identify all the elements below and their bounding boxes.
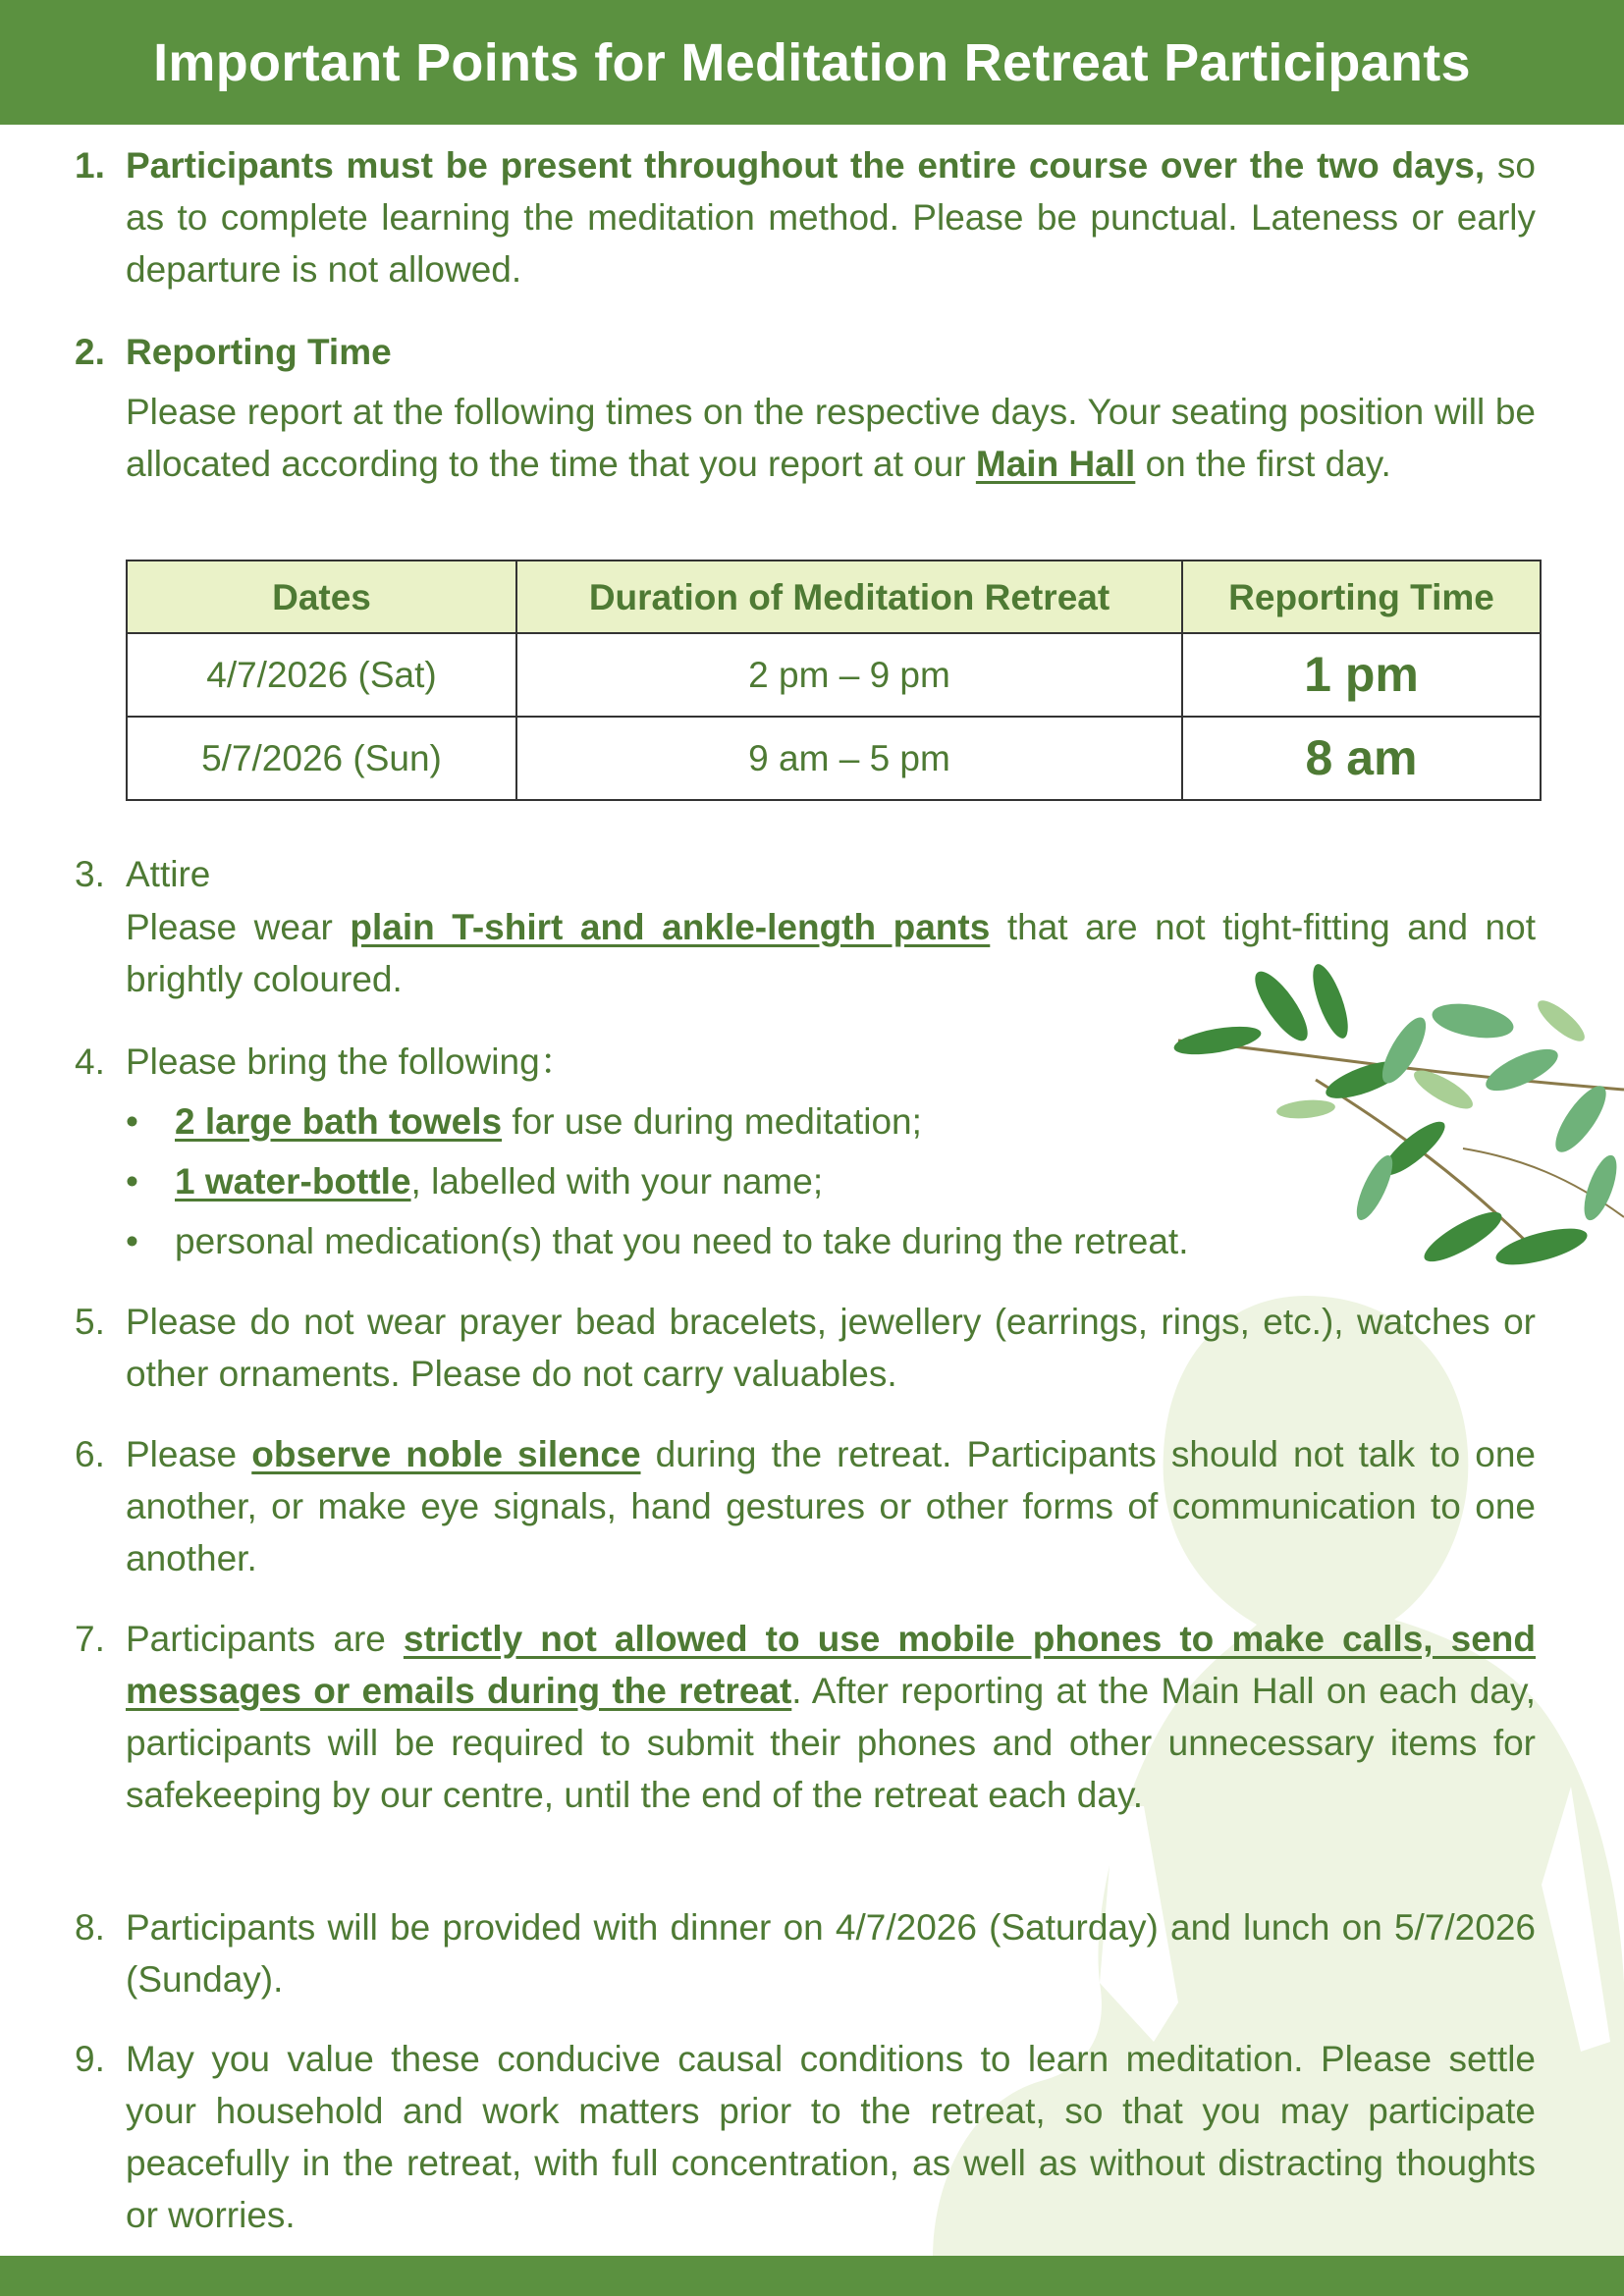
- point-number: 2.: [75, 332, 105, 372]
- point-heading: Reporting Time: [126, 332, 392, 372]
- silence-emphasis: observe noble silence: [251, 1434, 641, 1474]
- point-text: Please bring the following：: [126, 1041, 576, 1082]
- point-number: 6.: [75, 1434, 105, 1474]
- point-text: May you value these conducive causal conditions to learn meditation. Please settle your household and work matters prior to the retreat, so that you may participate peacefully in the retreat, with full concentration, as well as without distracting thoughts or worries.: [126, 2039, 1536, 2235]
- point-text: Please report at the following times on the respective days. Your seating position will be allocated according to the time that you report at our Main Hall on the first day.: [126, 392, 1536, 484]
- table-header-row: [127, 561, 1541, 633]
- point-heading: Attire: [126, 854, 211, 894]
- page-title: Important Points for Meditation Retreat Participants: [153, 32, 1471, 92]
- list-item: • personal medication(s) that you need to take during the retreat.: [126, 1215, 1536, 1275]
- bullet: •: [126, 1161, 138, 1201]
- point-number: 9.: [75, 2039, 105, 2079]
- point-text: Please wear plain T-shirt and ankle-length pants that are not tight-fitting and not brightly coloured.: [126, 907, 1536, 999]
- date-cell: 5/7/2026 (Sun): [127, 717, 516, 800]
- duration-cell: 9 am – 5 pm: [516, 717, 1182, 800]
- column-header: Duration of Meditation Retreat: [516, 561, 1182, 633]
- table-row: [127, 633, 1541, 717]
- point-text: Please observe noble silence during the retreat. Participants should not talk to one another, or make eye signals, hand gestures or other forms of communication to one another.: [126, 1434, 1536, 1578]
- point-bold-lead: Participants must be present throughout the entire course over the two days,: [126, 145, 1486, 186]
- bullet: •: [126, 1221, 138, 1261]
- table-row: [127, 717, 1541, 800]
- list-item: • 1 water-bottle, labelled with your name;: [126, 1155, 1536, 1215]
- main-hall-emphasis: Main Hall: [975, 444, 1136, 484]
- attire-emphasis: plain T-shirt and ankle-length pants: [350, 907, 991, 947]
- point-number: 1.: [75, 145, 105, 186]
- column-header: Reporting Time: [1182, 561, 1541, 633]
- point-number: 5.: [75, 1302, 105, 1342]
- duration-cell: 2 pm – 9 pm: [516, 633, 1182, 717]
- phones-emphasis: strictly not allowed to use mobile phones to make calls, send messages or emails during the retreat: [126, 1619, 1536, 1711]
- point-number: 3.: [75, 854, 105, 894]
- point-number: 8.: [75, 1907, 105, 1948]
- point-text: Participants must be present throughout the entire course over the two days, so as to complete learning the meditation method. Please be punctual. Lateness or early departure is not allowed.: [126, 145, 1536, 290]
- reporting-time-cell: 8 am: [1182, 717, 1541, 800]
- point-text: Participants are strictly not allowed to use mobile phones to make calls, send messages or emails during the retreat. After reporting at the Main Hall on each day, participants will be required to submit their phones and other unnecessary items for safekeeping by our centre, until the end of the retreat each day.: [126, 1619, 1536, 1815]
- point-number: 4.: [75, 1041, 105, 1082]
- point-text: Please do not wear prayer bead bracelets, jewellery (earrings, rings, etc.), watches or other ornaments. Please do not carry valuables.: [126, 1302, 1536, 1394]
- reporting-time-cell: 1 pm: [1182, 633, 1541, 717]
- date-cell: 4/7/2026 (Sat): [127, 633, 516, 717]
- point-text: Participants will be provided with dinner on 4/7/2026 (Saturday) and lunch on 5/7/2026 (Sunday).: [126, 1907, 1536, 2000]
- column-header: Dates: [127, 561, 516, 633]
- bullet: •: [126, 1101, 138, 1142]
- point-number: 7.: [75, 1619, 105, 1659]
- reporting-time-table: [126, 560, 1542, 801]
- list-item: • 2 large bath towels for use during meditation;: [126, 1095, 1536, 1155]
